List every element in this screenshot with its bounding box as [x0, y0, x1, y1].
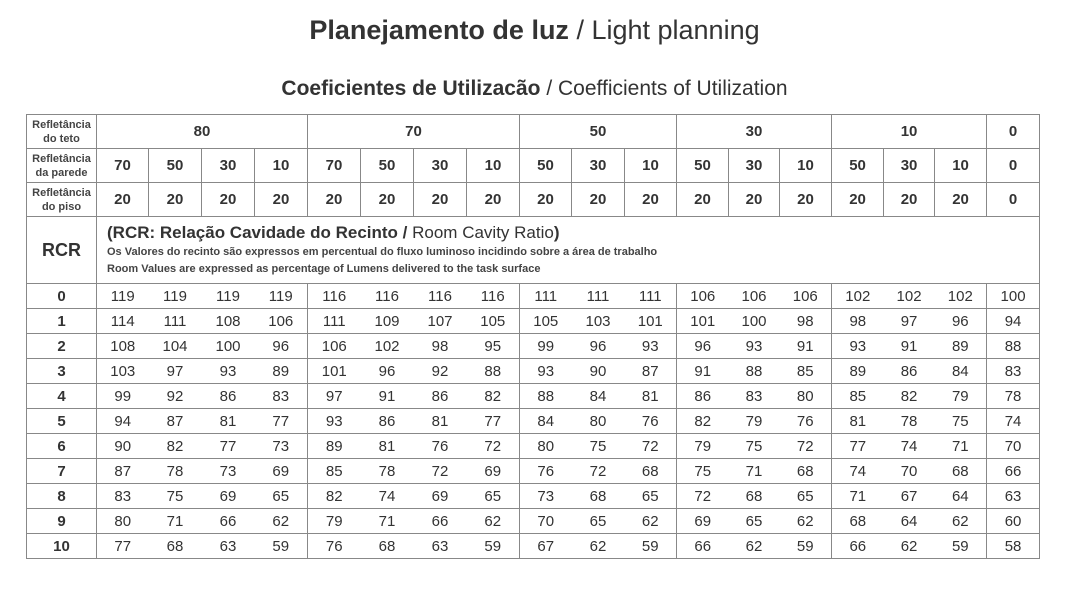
cu-value: 83 [729, 384, 780, 409]
wall-reflectance-value: 10 [780, 149, 832, 183]
cu-value: 100 [987, 284, 1040, 309]
floor-reflectance-row [27, 183, 1040, 217]
cu-value: 104 [149, 334, 202, 359]
cu-value: 77 [832, 434, 884, 459]
cu-value: 62 [729, 534, 780, 559]
wall-reflectance-value: 10 [935, 149, 987, 183]
ceiling-group-value: 80 [97, 115, 308, 149]
cu-value: 119 [202, 284, 255, 309]
ceiling-group-value: 0 [987, 115, 1040, 149]
table-row [27, 484, 1040, 509]
page-subtitle: Coeficientes de Utilizacão / Coefficients of Utilization [281, 77, 788, 100]
cu-value: 65 [255, 484, 308, 509]
cu-value: 62 [255, 509, 308, 534]
floor-reflectance-value: 20 [467, 183, 520, 217]
cu-value: 96 [361, 359, 414, 384]
cu-value: 91 [677, 359, 729, 384]
wall-reflectance-value: 30 [729, 149, 780, 183]
cu-value: 88 [520, 384, 572, 409]
cu-value: 84 [572, 384, 625, 409]
wall-reflectance-label: Refletância da parede [27, 149, 97, 183]
cu-value: 99 [97, 384, 149, 409]
cu-value: 73 [255, 434, 308, 459]
coefficients-table [26, 114, 1040, 559]
cu-value: 59 [255, 534, 308, 559]
cu-value: 60 [987, 509, 1040, 534]
cu-value: 74 [361, 484, 414, 509]
cu-value: 85 [780, 359, 832, 384]
wall-reflectance-value: 30 [202, 149, 255, 183]
cu-value: 72 [625, 434, 677, 459]
wall-reflectance-value: 50 [520, 149, 572, 183]
wall-reflectance-value: 30 [884, 149, 935, 183]
cu-value: 72 [414, 459, 467, 484]
cu-value: 72 [467, 434, 520, 459]
rcr-value: 3 [27, 359, 97, 384]
cu-value: 62 [572, 534, 625, 559]
cu-value: 106 [780, 284, 832, 309]
cu-value: 63 [414, 534, 467, 559]
cu-value: 62 [780, 509, 832, 534]
wall-reflectance-value: 50 [677, 149, 729, 183]
cu-value: 81 [361, 434, 414, 459]
cu-value: 97 [149, 359, 202, 384]
floor-reflectance-value: 20 [625, 183, 677, 217]
cu-value: 75 [572, 434, 625, 459]
cu-value: 58 [987, 534, 1040, 559]
cu-value: 77 [97, 534, 149, 559]
cu-value: 69 [202, 484, 255, 509]
cu-value: 76 [308, 534, 361, 559]
rcr-value: 8 [27, 484, 97, 509]
table-row [27, 509, 1040, 534]
cu-value: 102 [361, 334, 414, 359]
cu-value: 119 [255, 284, 308, 309]
cu-value: 75 [935, 409, 987, 434]
cu-value: 77 [202, 434, 255, 459]
cu-value: 114 [97, 309, 149, 334]
cu-value: 97 [308, 384, 361, 409]
table-row [27, 384, 1040, 409]
cu-value: 106 [308, 334, 361, 359]
wall-reflectance-value: 0 [987, 149, 1040, 183]
rcr-value: 7 [27, 459, 97, 484]
table-row [27, 534, 1040, 559]
table-row [27, 334, 1040, 359]
cu-value: 100 [729, 309, 780, 334]
cu-value: 70 [987, 434, 1040, 459]
cu-value: 116 [414, 284, 467, 309]
cu-value: 78 [361, 459, 414, 484]
cu-value: 111 [520, 284, 572, 309]
cu-value: 93 [729, 334, 780, 359]
cu-value: 62 [625, 509, 677, 534]
cu-value: 79 [308, 509, 361, 534]
cu-value: 89 [935, 334, 987, 359]
cu-value: 119 [149, 284, 202, 309]
cu-value: 59 [467, 534, 520, 559]
floor-reflectance-value: 0 [987, 183, 1040, 217]
wall-reflectance-value: 70 [97, 149, 149, 183]
cu-value: 98 [780, 309, 832, 334]
cu-value: 105 [520, 309, 572, 334]
cu-value: 83 [987, 359, 1040, 384]
cu-value: 101 [677, 309, 729, 334]
cu-value: 68 [361, 534, 414, 559]
cu-value: 81 [202, 409, 255, 434]
cu-value: 68 [572, 484, 625, 509]
cu-value: 91 [884, 334, 935, 359]
cu-value: 82 [677, 409, 729, 434]
rcr-value: 6 [27, 434, 97, 459]
cu-value: 73 [520, 484, 572, 509]
cu-value: 81 [414, 409, 467, 434]
floor-reflectance-label: Refletância do piso [27, 183, 97, 217]
rcr-value: 9 [27, 509, 97, 534]
floor-reflectance-value: 20 [780, 183, 832, 217]
cu-value: 87 [97, 459, 149, 484]
table-row [27, 284, 1040, 309]
rcr-value: 1 [27, 309, 97, 334]
cu-value: 98 [832, 309, 884, 334]
rcr-note [97, 217, 1040, 284]
cu-value: 95 [467, 334, 520, 359]
cu-value: 101 [308, 359, 361, 384]
cu-value: 93 [520, 359, 572, 384]
cu-value: 66 [677, 534, 729, 559]
cu-value: 75 [149, 484, 202, 509]
ceiling-group-value: 30 [677, 115, 832, 149]
wall-reflectance-value: 70 [308, 149, 361, 183]
rcr-header: RCR [27, 217, 97, 284]
cu-value: 87 [625, 359, 677, 384]
cu-value: 59 [780, 534, 832, 559]
cu-value: 111 [572, 284, 625, 309]
rcr-value: 2 [27, 334, 97, 359]
table-row [27, 434, 1040, 459]
cu-value: 102 [884, 284, 935, 309]
cu-value: 80 [780, 384, 832, 409]
wall-reflectance-value: 50 [361, 149, 414, 183]
cu-value: 80 [520, 434, 572, 459]
cu-value: 66 [202, 509, 255, 534]
cu-value: 88 [987, 334, 1040, 359]
cu-value: 116 [361, 284, 414, 309]
wall-reflectance-value: 10 [255, 149, 308, 183]
cu-value: 111 [149, 309, 202, 334]
cu-value: 73 [202, 459, 255, 484]
cu-value: 68 [625, 459, 677, 484]
cu-value: 65 [625, 484, 677, 509]
ceiling-group-value: 70 [308, 115, 520, 149]
cu-value: 78 [884, 409, 935, 434]
cu-value: 93 [625, 334, 677, 359]
rcr-note-title: (RCR: Relação Cavidade do Recinto / Room Cavity Ratio) [107, 223, 560, 242]
cu-value: 68 [729, 484, 780, 509]
floor-reflectance-value: 20 [520, 183, 572, 217]
cu-value: 75 [677, 459, 729, 484]
cu-value: 108 [97, 334, 149, 359]
cu-value: 62 [467, 509, 520, 534]
wall-reflectance-value: 30 [572, 149, 625, 183]
ceiling-group-value: 50 [520, 115, 677, 149]
cu-value: 81 [832, 409, 884, 434]
cu-value: 69 [677, 509, 729, 534]
cu-value: 91 [780, 334, 832, 359]
cu-value: 67 [884, 484, 935, 509]
cu-value: 68 [780, 459, 832, 484]
wall-reflectance-value: 30 [414, 149, 467, 183]
floor-reflectance-value: 20 [414, 183, 467, 217]
cu-value: 59 [625, 534, 677, 559]
cu-value: 96 [935, 309, 987, 334]
rcr-note-portuguese: Os Valores do recinto são expressos em percentual do fluxo luminoso incidindo sobre a área de trabalho [107, 246, 658, 258]
cu-value: 96 [255, 334, 308, 359]
cu-value: 111 [308, 309, 361, 334]
cu-value: 108 [202, 309, 255, 334]
floor-reflectance-value: 20 [935, 183, 987, 217]
ceiling-reflectance-label: Refletância do teto [27, 115, 97, 149]
cu-value: 74 [832, 459, 884, 484]
cu-value: 82 [884, 384, 935, 409]
cu-value: 80 [572, 409, 625, 434]
cu-value: 107 [414, 309, 467, 334]
cu-value: 93 [202, 359, 255, 384]
rcr-value: 10 [27, 534, 97, 559]
cu-value: 71 [729, 459, 780, 484]
cu-value: 72 [780, 434, 832, 459]
cu-value: 106 [255, 309, 308, 334]
cu-value: 75 [729, 434, 780, 459]
cu-value: 100 [202, 334, 255, 359]
cu-value: 86 [884, 359, 935, 384]
rcr-value: 0 [27, 284, 97, 309]
cu-value: 101 [625, 309, 677, 334]
floor-reflectance-value: 20 [572, 183, 625, 217]
cu-value: 111 [625, 284, 677, 309]
cu-value: 71 [361, 509, 414, 534]
cu-value: 106 [729, 284, 780, 309]
cu-value: 65 [729, 509, 780, 534]
cu-value: 78 [987, 384, 1040, 409]
cu-value: 76 [780, 409, 832, 434]
cu-value: 68 [832, 509, 884, 534]
cu-value: 91 [361, 384, 414, 409]
cu-value: 88 [729, 359, 780, 384]
cu-value: 96 [677, 334, 729, 359]
rcr-value: 4 [27, 384, 97, 409]
cu-value: 116 [308, 284, 361, 309]
cu-value: 89 [308, 434, 361, 459]
cu-value: 83 [97, 484, 149, 509]
cu-value: 81 [625, 384, 677, 409]
cu-value: 71 [149, 509, 202, 534]
cu-value: 83 [255, 384, 308, 409]
cu-value: 119 [97, 284, 149, 309]
cu-value: 65 [467, 484, 520, 509]
table-row [27, 409, 1040, 434]
cu-value: 71 [935, 434, 987, 459]
cu-value: 66 [414, 509, 467, 534]
cu-value: 79 [729, 409, 780, 434]
floor-reflectance-value: 20 [149, 183, 202, 217]
cu-value: 66 [832, 534, 884, 559]
page-title: Planejamento de luz / Light planning [309, 15, 760, 45]
table-row [27, 359, 1040, 384]
cu-value: 68 [149, 534, 202, 559]
floor-reflectance-value: 20 [832, 183, 884, 217]
cu-value: 63 [987, 484, 1040, 509]
cu-value: 92 [149, 384, 202, 409]
cu-value: 94 [97, 409, 149, 434]
floor-reflectance-value: 20 [202, 183, 255, 217]
floor-reflectance-value: 20 [729, 183, 780, 217]
cu-value: 99 [520, 334, 572, 359]
cu-value: 93 [308, 409, 361, 434]
cu-value: 69 [255, 459, 308, 484]
cu-value: 76 [625, 409, 677, 434]
cu-value: 59 [935, 534, 987, 559]
cu-value: 103 [97, 359, 149, 384]
cu-value: 87 [149, 409, 202, 434]
wall-reflectance-row [27, 149, 1040, 183]
floor-reflectance-value: 20 [308, 183, 361, 217]
cu-value: 88 [467, 359, 520, 384]
ceiling-group-value: 10 [832, 115, 987, 149]
cu-value: 62 [884, 534, 935, 559]
cu-value: 62 [935, 509, 987, 534]
rcr-note-english: Room Values are expressed as percentage of Lumens delivered to the task surface [107, 263, 541, 275]
floor-reflectance-value: 20 [255, 183, 308, 217]
cu-value: 116 [467, 284, 520, 309]
wall-reflectance-value: 10 [625, 149, 677, 183]
cu-value: 96 [572, 334, 625, 359]
cu-value: 89 [832, 359, 884, 384]
cu-value: 85 [308, 459, 361, 484]
cu-value: 79 [935, 384, 987, 409]
cu-value: 102 [935, 284, 987, 309]
cu-value: 64 [935, 484, 987, 509]
cu-value: 85 [832, 384, 884, 409]
cu-value: 74 [884, 434, 935, 459]
cu-value: 76 [520, 459, 572, 484]
floor-reflectance-value: 20 [884, 183, 935, 217]
cu-value: 97 [884, 309, 935, 334]
cu-value: 86 [677, 384, 729, 409]
cu-value: 90 [97, 434, 149, 459]
cu-value: 105 [467, 309, 520, 334]
cu-value: 68 [935, 459, 987, 484]
cu-value: 72 [572, 459, 625, 484]
cu-value: 72 [677, 484, 729, 509]
wall-reflectance-value: 10 [467, 149, 520, 183]
rcr-note-row [27, 217, 1040, 284]
wall-reflectance-value: 50 [149, 149, 202, 183]
cu-value: 63 [202, 534, 255, 559]
cu-value: 71 [832, 484, 884, 509]
cu-value: 92 [414, 359, 467, 384]
cu-value: 79 [677, 434, 729, 459]
wall-reflectance-value: 50 [832, 149, 884, 183]
cu-value: 84 [935, 359, 987, 384]
cu-value: 86 [202, 384, 255, 409]
cu-value: 94 [987, 309, 1040, 334]
cu-value: 86 [414, 384, 467, 409]
table-row [27, 459, 1040, 484]
cu-value: 89 [255, 359, 308, 384]
floor-reflectance-value: 20 [97, 183, 149, 217]
cu-value: 80 [97, 509, 149, 534]
cu-value: 70 [520, 509, 572, 534]
rcr-value: 5 [27, 409, 97, 434]
cu-value: 84 [520, 409, 572, 434]
cu-value: 65 [572, 509, 625, 534]
cu-value: 82 [149, 434, 202, 459]
cu-value: 69 [467, 459, 520, 484]
cu-value: 78 [149, 459, 202, 484]
floor-reflectance-value: 20 [361, 183, 414, 217]
cu-value: 77 [467, 409, 520, 434]
cu-value: 65 [780, 484, 832, 509]
cu-value: 102 [832, 284, 884, 309]
cu-value: 74 [987, 409, 1040, 434]
table-row [27, 309, 1040, 334]
cu-value: 77 [255, 409, 308, 434]
cu-value: 67 [520, 534, 572, 559]
cu-value: 93 [832, 334, 884, 359]
cu-value: 82 [308, 484, 361, 509]
cu-value: 103 [572, 309, 625, 334]
cu-value: 66 [987, 459, 1040, 484]
cu-value: 109 [361, 309, 414, 334]
cu-value: 90 [572, 359, 625, 384]
cu-value: 64 [884, 509, 935, 534]
cu-value: 98 [414, 334, 467, 359]
ceiling-reflectance-row [27, 115, 1040, 149]
floor-reflectance-value: 20 [677, 183, 729, 217]
cu-value: 82 [467, 384, 520, 409]
cu-value: 106 [677, 284, 729, 309]
cu-value: 69 [414, 484, 467, 509]
cu-value: 76 [414, 434, 467, 459]
cu-value: 86 [361, 409, 414, 434]
cu-value: 70 [884, 459, 935, 484]
